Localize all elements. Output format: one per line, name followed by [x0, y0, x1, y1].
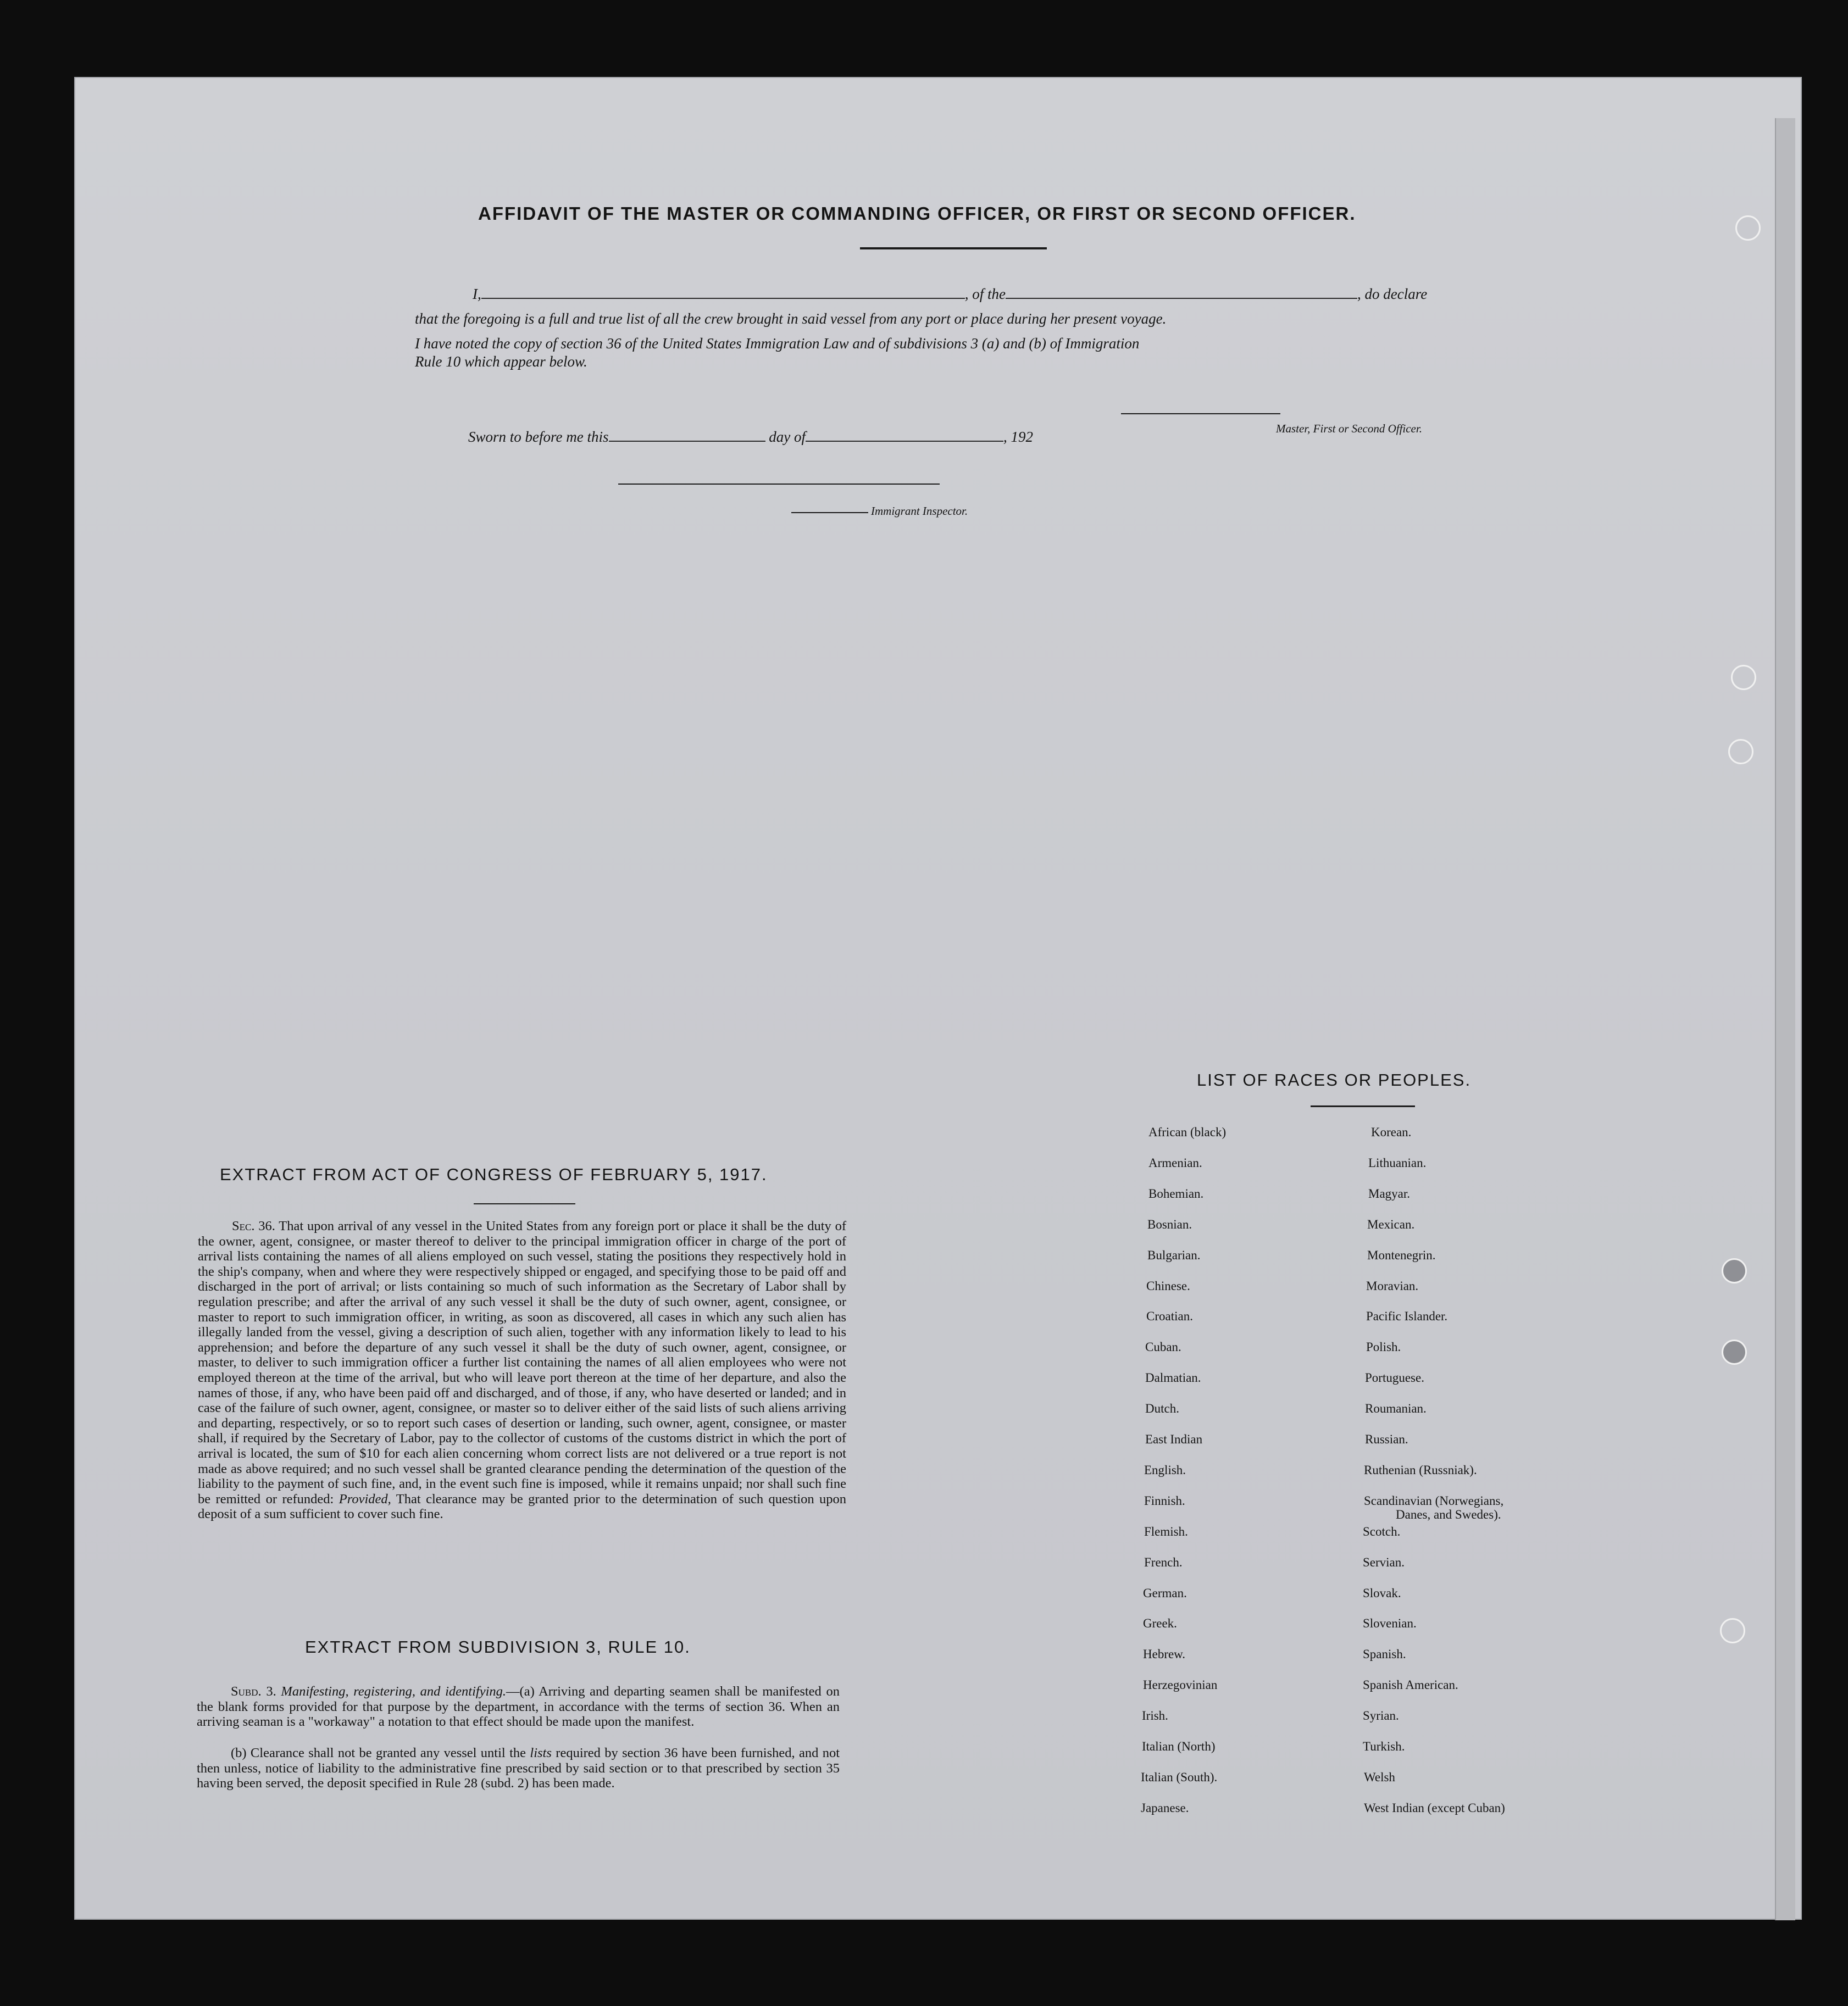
- races-title: LIST OF RACES OR PEOPLES.: [1197, 1070, 1472, 1090]
- signature-line: [1121, 413, 1280, 414]
- race-item: Hebrew.: [1143, 1647, 1186, 1661]
- race-item: Finnish.: [1144, 1494, 1185, 1508]
- act-extract-title: EXTRACT FROM ACT OF CONGRESS OF FEBRUARY 5, 1917.: [220, 1165, 768, 1184]
- title-divider: [860, 247, 1047, 249]
- race-item: Roumanian.: [1365, 1402, 1427, 1415]
- subd-3-text: [197, 1684, 840, 1730]
- race-item: Korean.: [1371, 1125, 1412, 1139]
- rule-extract-title: EXTRACT FROM SUBDIVISION 3, RULE 10.: [305, 1637, 691, 1657]
- name-blank: [481, 298, 965, 299]
- sec-36-body-end: That clearance may be granted prior to the determination of such question upon deposit of a sum sufficient to cover such fine.: [198, 1491, 846, 1522]
- page-edge: [1775, 118, 1795, 1920]
- of-the-text: , of the: [964, 286, 1006, 302]
- race-item: Armenian.: [1148, 1156, 1202, 1170]
- race-item: Bosnian.: [1147, 1218, 1192, 1231]
- race-item: Bohemian.: [1148, 1187, 1204, 1201]
- punch-hole: [1720, 1618, 1745, 1643]
- affidavit-title: AFFIDAVIT OF THE MASTER OR COMMANDING OFFICER, OR FIRST OR SECOND OFFICER.: [478, 203, 1356, 224]
- race-item: Dalmatian.: [1145, 1371, 1201, 1385]
- sec-36-body: That upon arrival of any vessel in the United States from any foreign port or place it shall be the duty of the owner, agent, consignee, or master thereof to deliver to the principal immigration officer in charge of the port of arrival lists containing the names of all aliens employed on such vessel, stating the positions they respectively hold in the ship's company, when and where they were respectively shipped or engaged, and specifying those to be paid off and discharged in the port of arrival; or lists containing so much of such information as the Secretary of Labor shall by regulation prescribe; and after the arrival of any such vessel it shall be the duty of such owner, agent, consignee, or master to report to such immigration officer, in writing, as soon as discovered, all cases in which any such alien has illegally landed from the vessel, giving a description of such alien, together with any information likely to lead to his apprehension; and before the departure of any such vessel it shall be the duty of such owner, agent, consignee, or master, to deliver to such immigration officer a further list containing the names of all alien employees who were not employed thereon at the time of the arrival, but who will leave port thereon at the time of her departure, and also the names of those, if any, who have been paid off and discharged, and of those, if any, who have deserted or landed; and in case of the failure of such owner, agent, consignee, or master so to deliver either of the said lists of such aliens arriving and departing, respectively, or so to report such cases of desertion or landing, such owner, agent, consignee, or master shall, if required by the Secretary of Labor, pay to the collector of customs of the customs district in which the port of arrival is located, the sum of $10 for each alien concerning whom correct lists are not delivered or a true report is not made as above required; and no such vessel shall be granted clearance pending the determination of the question of the liability to the payment of such fine, and, in the event such fine is imposed, while it remains unpaid; nor shall such fine be remitted or refunded:: [198, 1219, 846, 1507]
- race-item: Chinese.: [1146, 1279, 1190, 1293]
- race-item: Moravian.: [1366, 1279, 1419, 1293]
- subd-3-heading: Manifesting, registering, and identifying.: [281, 1684, 507, 1699]
- race-item: Russian.: [1365, 1432, 1408, 1446]
- affidavit-line-2: that the foregoing is a full and true list of all the crew brought in said vessel from any port or place during her present voyage.: [415, 310, 1167, 327]
- vessel-blank: [1006, 298, 1357, 299]
- day-of-text: day of: [769, 429, 806, 445]
- race-item: Portuguese.: [1365, 1371, 1424, 1385]
- race-item: Bulgarian.: [1147, 1248, 1201, 1262]
- race-item: Welsh: [1364, 1770, 1395, 1784]
- race-item: Pacific Islander.: [1366, 1309, 1448, 1323]
- race-item: Turkish.: [1363, 1740, 1405, 1753]
- intro-i: I,: [473, 286, 481, 302]
- affidavit-line-4: Rule 10 which appear below.: [415, 353, 587, 370]
- month-blank: [806, 441, 1003, 442]
- race-item: West Indian (except Cuban): [1364, 1801, 1505, 1815]
- race-item: Slovak.: [1363, 1586, 1401, 1600]
- race-item: Scotch.: [1363, 1525, 1401, 1538]
- race-item: Japanese.: [1141, 1801, 1189, 1815]
- punch-hole: [1731, 665, 1756, 690]
- year-prefix: , 192: [1003, 429, 1033, 445]
- date-day-blank: [609, 441, 765, 442]
- affidavit-line-3: I have noted the copy of section 36 of the United States Immigration Law and of subdivisions 3 (a) and (b) of Immigration: [415, 335, 1140, 352]
- inspector-signature-line: [618, 484, 940, 485]
- race-item: Magyar.: [1368, 1187, 1411, 1201]
- para-b-lists: lists: [530, 1746, 552, 1760]
- race-item: Slovenian.: [1363, 1616, 1417, 1630]
- race-item: Irish.: [1142, 1709, 1168, 1722]
- race-item: Cuban.: [1145, 1340, 1181, 1354]
- race-item: Italian (South).: [1141, 1770, 1218, 1784]
- race-item: Scandinavian (Norwegians,: [1364, 1494, 1504, 1508]
- sworn-prefix: Sworn to before me this: [468, 429, 609, 445]
- inspector-caption-rule: [791, 512, 868, 513]
- affidavit-line-1: [473, 286, 1427, 303]
- race-item: Flemish.: [1144, 1525, 1188, 1538]
- punch-hole: [1728, 739, 1753, 764]
- race-item: Spanish American.: [1363, 1678, 1458, 1692]
- races-title-divider: [1311, 1105, 1415, 1107]
- race-item: Dutch.: [1145, 1402, 1179, 1415]
- master-caption: Master, First or Second Officer.: [1276, 422, 1422, 435]
- race-item: Spanish.: [1363, 1647, 1406, 1661]
- punch-hole: [1722, 1340, 1747, 1365]
- inspector-caption: Immigrant Inspector.: [871, 504, 968, 518]
- race-item: French.: [1144, 1555, 1183, 1569]
- race-item: Servian.: [1363, 1555, 1405, 1569]
- race-item: Italian (North): [1142, 1740, 1216, 1753]
- race-item-continuation: Danes, and Swedes).: [1396, 1508, 1501, 1521]
- provided-word: Provided,: [338, 1491, 391, 1507]
- race-item: Polish.: [1366, 1340, 1401, 1354]
- race-item: English.: [1144, 1463, 1186, 1477]
- subd-3-label: Subd. 3.: [231, 1684, 276, 1699]
- race-item: African (black): [1148, 1125, 1227, 1139]
- race-item: Ruthenian (Russniak).: [1364, 1463, 1477, 1477]
- race-item: German.: [1143, 1586, 1187, 1600]
- sec-36-text: [198, 1219, 846, 1522]
- punch-hole: [1722, 1258, 1747, 1283]
- race-item: Croatian.: [1146, 1309, 1193, 1323]
- para-b-end: required by section 36 have been furnished, and not then unless, notice of liability to the administrative fine prescribed by said section or to that prescribed by section 35 having been served, the deposit specified in Rule 28 (subd. 2) has been made.: [197, 1746, 840, 1791]
- race-item: Syrian.: [1363, 1709, 1399, 1722]
- race-item: East Indian: [1145, 1432, 1203, 1446]
- sworn-line: [468, 429, 1033, 446]
- punch-hole: [1735, 215, 1761, 241]
- race-item: Montenegrin.: [1367, 1248, 1436, 1262]
- do-declare-text: , do declare: [1357, 286, 1428, 302]
- act-title-divider: [474, 1203, 575, 1204]
- race-item: Herzegovinian: [1143, 1678, 1218, 1692]
- race-item: Greek.: [1143, 1616, 1177, 1630]
- race-item: Mexican.: [1367, 1218, 1415, 1231]
- sec-36-label: Sec. 36.: [232, 1219, 275, 1233]
- subd-3-para-b: [197, 1746, 840, 1791]
- subd-3-para-a: —(a) Arriving and departing seamen shall be manifested on the blank forms provided for that purpose by the department, in accordance with the terms of section 36. When an arriving seaman is a "workaway" a notation to that effect should be made upon the manifest.: [197, 1684, 840, 1730]
- race-item: Lithuanian.: [1368, 1156, 1427, 1170]
- para-b-start: (b) Clearance shall not be granted any vessel until the: [231, 1746, 526, 1760]
